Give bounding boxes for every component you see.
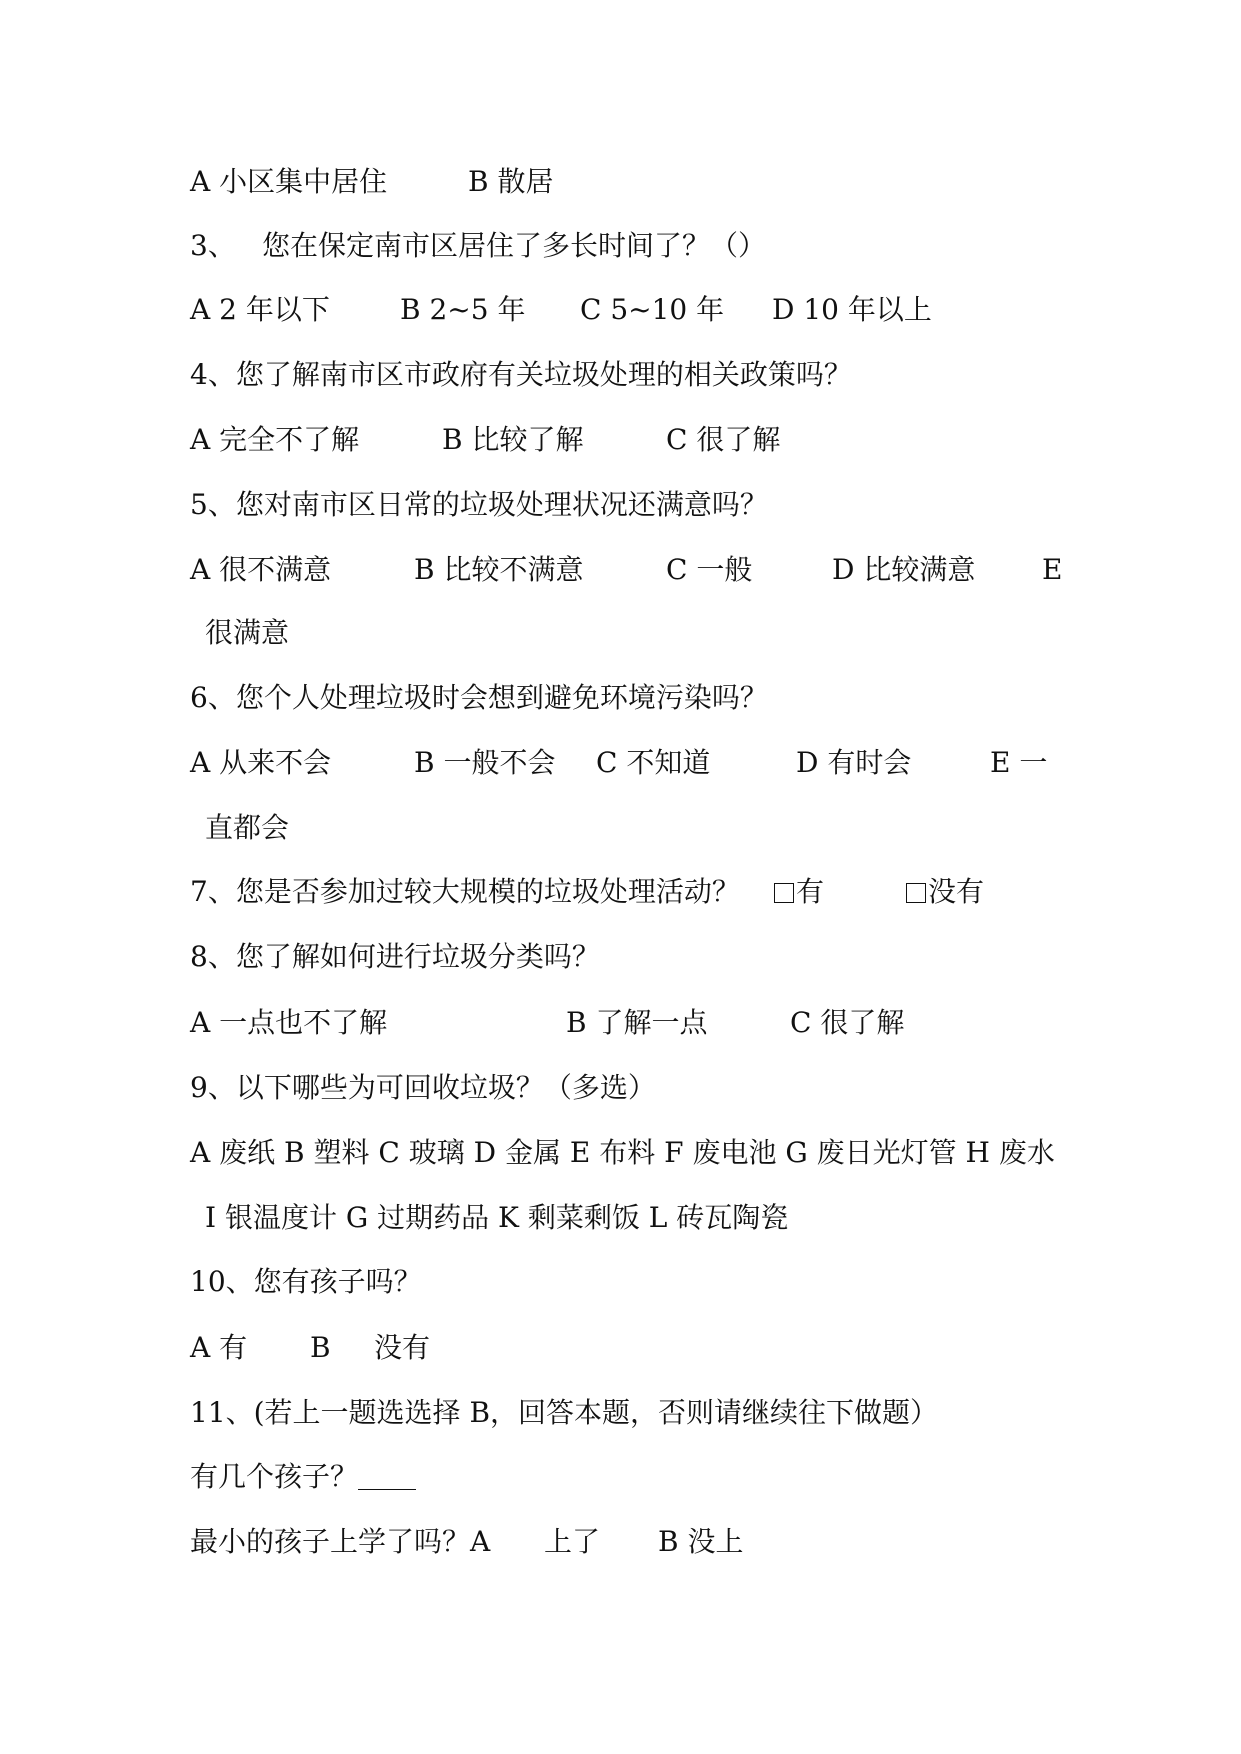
option-line: A 废纸 B 塑料 C 玻璃 D 金属 E 布料 F 废电池 G 废日光灯管 H 废水 bbox=[190, 1136, 1055, 1169]
question-8: 8、您了解如何进行垃圾分类吗？ bbox=[190, 940, 600, 973]
question-10: 10、您有孩子吗？ bbox=[190, 1265, 422, 1298]
answer-blank[interactable] bbox=[358, 1465, 416, 1490]
checkbox-yes[interactable]: 有 bbox=[774, 875, 824, 909]
question-6: 6、您个人处理垃圾时会想到避免环境污染吗？ bbox=[190, 681, 768, 714]
checkbox-icon bbox=[906, 883, 926, 903]
question-11: 11、(若上一题选选择 B，回答本题，否则请继续往下做题） bbox=[190, 1396, 939, 1429]
option-continuation: 很满意 bbox=[205, 616, 290, 649]
question-9: 9、以下哪些为可回收垃圾？（多选） bbox=[190, 1071, 656, 1104]
sub-question: 有几个孩子？ bbox=[190, 1460, 416, 1494]
question-5: 5、您对南市区日常的垃圾处理状况还满意吗？ bbox=[190, 488, 768, 521]
question-4: 4、您了解南市区市政府有关垃圾处理的相关政策吗？ bbox=[190, 358, 852, 391]
option-continuation: I 银温度计 G 过期药品 K 剩菜剩饭 L 砖瓦陶瓷 bbox=[205, 1201, 789, 1234]
checkbox-no[interactable]: 没有 bbox=[906, 875, 984, 909]
option-continuation: 直都会 bbox=[205, 811, 290, 844]
checkbox-icon bbox=[774, 883, 794, 903]
